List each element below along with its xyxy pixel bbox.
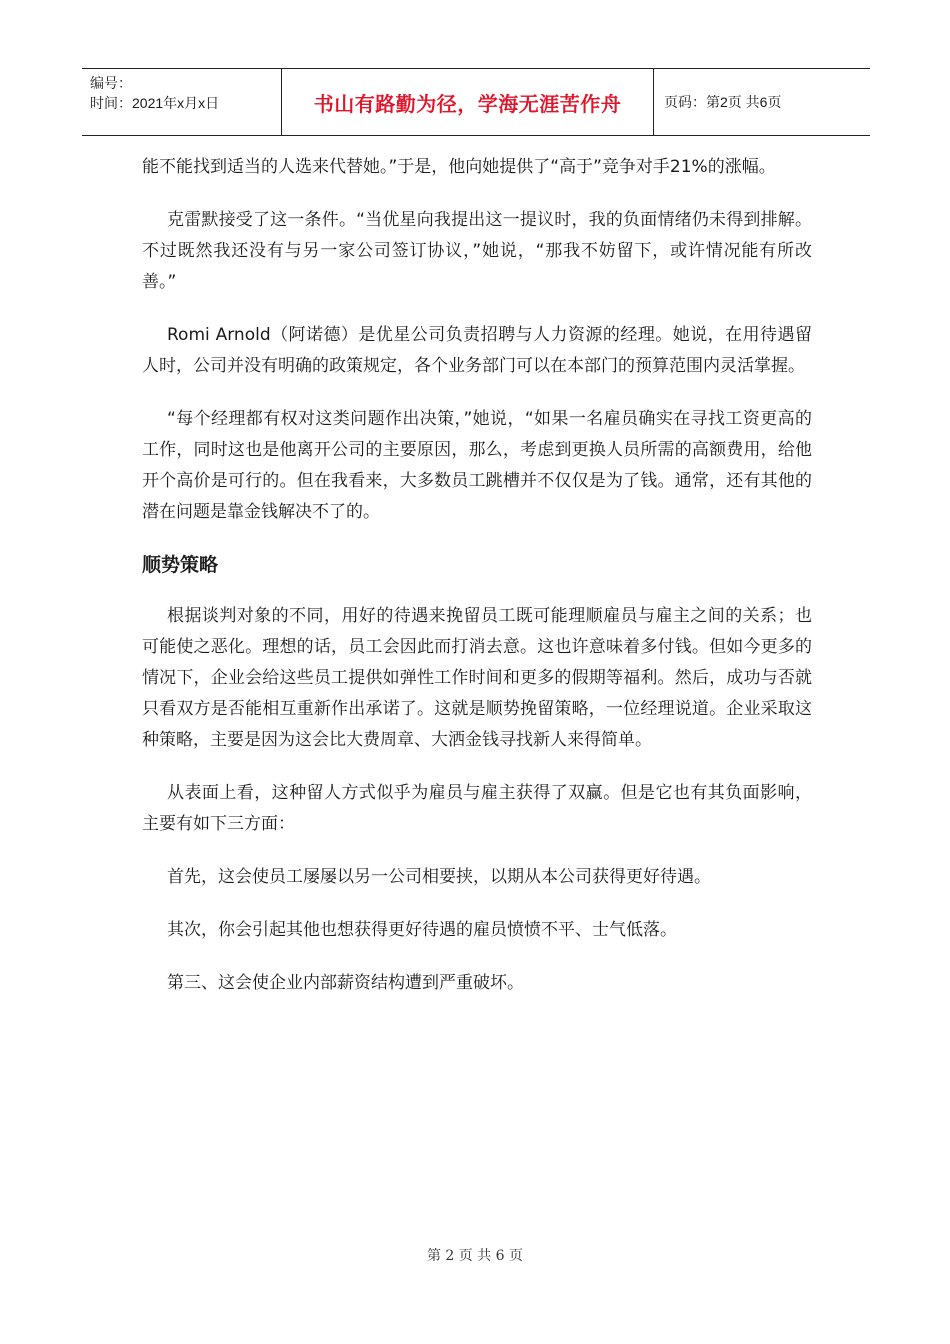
section-heading: 顺势策略 [142,554,219,576]
header-meta [82,69,282,135]
paragraph-1: 能不能找到适当的人选来代替她。”于是，他向她提供了“高于”竞争对手21%的涨幅。 [142,157,776,177]
paragraph-6: 从表面上看，这种留人方式似乎为雇员与雇主获得了双赢。但是它也有其负面影响，主要有如下三方面： [142,783,812,834]
page-header [82,68,870,136]
paragraph-2: 克雷默接受了这一条件。“当优星向我提出这一提议时，我的负面情绪仍未得到排解。不过既然我还没有与另一家公司签订协议，”她说，“那我不妨留下，或许情况能有所改善。” [142,210,812,292]
paragraph-7: 首先，这会使员工屡屡以另一公司相要挟，以期从本公司获得更好待遇。 [167,867,711,887]
document-body [142,152,812,1021]
page-footer: 第 2 页 共 6 页 [426,1248,524,1264]
header-motto: 书山有路勤为径，学海无涯苦作舟 [282,69,654,135]
paragraph-4: “每个经理都有权对这类问题作出决策，”她说，“如果一名雇员确实在寻找工资更高的工作，同时这也是他离开公司的主要原因，那么，考虑到更换人员所需的高额费用，给他开个高价是可行的。但在我看来，大多数员工跳槽并不仅仅是为了钱。通常，还有其他的潜在问题是靠金钱解决不了的。 [142,409,812,522]
number-label: 编号： [90,75,132,91]
paragraph-8: 其次，你会引起其他也想获得更好待遇的雇员愤愤不平、士气低落。 [167,920,677,940]
header-page-info: 页码：第2页 共6页 [664,94,782,110]
date-label: 时间：2021年x月x日 [90,95,220,111]
paragraph-3: Romi Arnold（阿诺德）是优星公司负责招聘与人力资源的经理。她说，在用待遇留人时，公司并没有明确的政策规定，各个业务部门可以在本部门的预算范围内灵活掌握。 [142,325,812,376]
paragraph-9: 第三、这会使企业内部薪资结构遭到严重破坏。 [167,973,524,993]
paragraph-5: 根据谈判对象的不同，用好的待遇来挽留员工既可能理顺雇员与雇主之间的关系；也可能使之恶化。理想的话，员工会因此而打消去意。这也许意味着多付钱。但如今更多的情况下，企业会给这些员工提供如弹性工作时间和更多的假期等福利。然后，成功与否就只看双方是否能相互重新作出承诺了。这就是顺势挽留策略，一位经理说道。企业采取这种策略，主要是因为这会比大费周章、大洒金钱寻找新人来得简单。 [142,606,812,750]
